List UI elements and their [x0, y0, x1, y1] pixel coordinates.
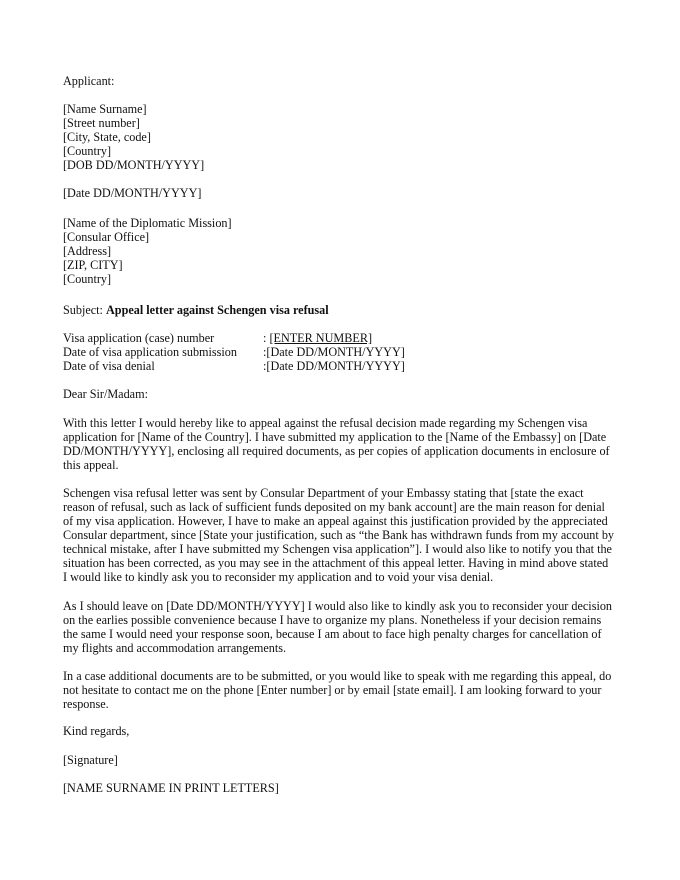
letter-date: [Date DD/MONTH/YYYY] [63, 186, 202, 200]
signature: [Signature] [63, 753, 118, 767]
recipient-zip-city: [ZIP, CITY] [63, 258, 123, 272]
paragraph-line: response. [63, 697, 109, 711]
salutation: Dear Sir/Madam: [63, 387, 148, 401]
applicant-heading: Applicant: [63, 74, 115, 88]
applicant-street: [Street number] [63, 116, 140, 130]
paragraph-line: As I should leave on [Date DD/MONTH/YYYY] I would also like to kindly ask you to reconsider your decision [63, 599, 613, 613]
visa-detail-label: Visa application (case) number [63, 331, 215, 345]
body-paragraph-4 [63, 669, 619, 711]
visa-detail-row [63, 345, 483, 359]
paragraph-line: this appeal. [63, 458, 119, 472]
paragraph-line: the same I would need your response soon, because I am about to face high penalty charges for cancellation of [63, 627, 602, 641]
applicant-name: [Name Surname] [63, 102, 147, 116]
visa-detail-value: :[Date DD/MONTH/YYYY] [263, 359, 405, 373]
recipient-country: [Country] [63, 272, 112, 286]
printed-name: [NAME SURNAME IN PRINT LETTERS] [63, 781, 279, 795]
visa-detail-label: Date of visa denial [63, 359, 155, 373]
body-paragraph-2 [63, 486, 619, 584]
recipient-mission: [Name of the Diplomatic Mission] [63, 216, 232, 230]
paragraph-line: not hesitate to contact me on the phone [Enter number] or by email [state email]. I am looking forward to your [63, 683, 602, 697]
recipient-office: [Consular Office] [63, 230, 150, 244]
paragraph-line: In a case additional documents are to be submitted, or you would like to speak with me regarding this appeal, do [63, 669, 612, 683]
paragraph-line: reason of refusal, such as lack of sufficient funds deposited on my bank account] are the main reason for denial [63, 500, 605, 514]
subject-prefix: Subject: [63, 303, 106, 317]
paragraph-line: technical mistake, after I have submitted my Schengen visa application”]. I would also like to notify you that the [63, 542, 612, 556]
paragraph-line: application for [Name of the Country]. I have submitted my application to the [Name of the Embassy] on [Date [63, 430, 607, 444]
visa-detail-label: Date of visa application submission [63, 345, 237, 359]
paragraph-line: With this letter I would hereby like to appeal against the refusal decision made regarding my Schengen visa [63, 416, 588, 430]
applicant-block [63, 74, 619, 88]
closing: Kind regards, [63, 724, 130, 738]
applicant-country: [Country] [63, 144, 112, 158]
paragraph-line: DD/MONTH/YYYY], enclosing all required documents, as per copies of application documents in enclosure of [63, 444, 610, 458]
subject-line [63, 303, 619, 317]
recipient-address-line: [Address] [63, 244, 112, 258]
applicant-dob: [DOB DD/MONTH/YYYY] [63, 158, 205, 172]
body-paragraph-3 [63, 599, 619, 655]
paragraph-line: Schengen visa refusal letter was sent by Consular Department of your Embassy stating that [state the exact [63, 486, 584, 500]
paragraph-line: on the earlies possible convenience because I have to organize my plans. Nonetheless if your decision remains [63, 613, 602, 627]
visa-detail-row [63, 331, 483, 345]
subject-text: Appeal letter against Schengen visa refusal [106, 303, 329, 317]
visa-detail-value: :[Date DD/MONTH/YYYY] [263, 345, 405, 359]
paragraph-line: I would like to kindly ask you to reconsider my application and to void your visa denial. [63, 570, 494, 584]
body-paragraph-1 [63, 416, 619, 472]
date-block [63, 186, 619, 200]
paragraph-line: Consular department, since [State your justification, such as “the Bank has withdrawn funds from my account by [63, 528, 615, 542]
paragraph-line: situation has been corrected, as you may see in the attachment of this appeal letter. Having in mind above stated [63, 556, 609, 570]
paragraph-line: of my visa application. However, I have to make an appeal against this justification provided by the appreciated [63, 514, 608, 528]
applicant-city: [City, State, code] [63, 130, 151, 144]
recipient-address [63, 216, 619, 286]
visa-detail-row [63, 359, 483, 373]
paragraph-line: my flights and accommodation arrangements. [63, 641, 287, 655]
visa-detail-value: : [ENTER NUMBER] [263, 331, 373, 345]
applicant-address [63, 102, 619, 172]
visa-details [63, 331, 483, 373]
